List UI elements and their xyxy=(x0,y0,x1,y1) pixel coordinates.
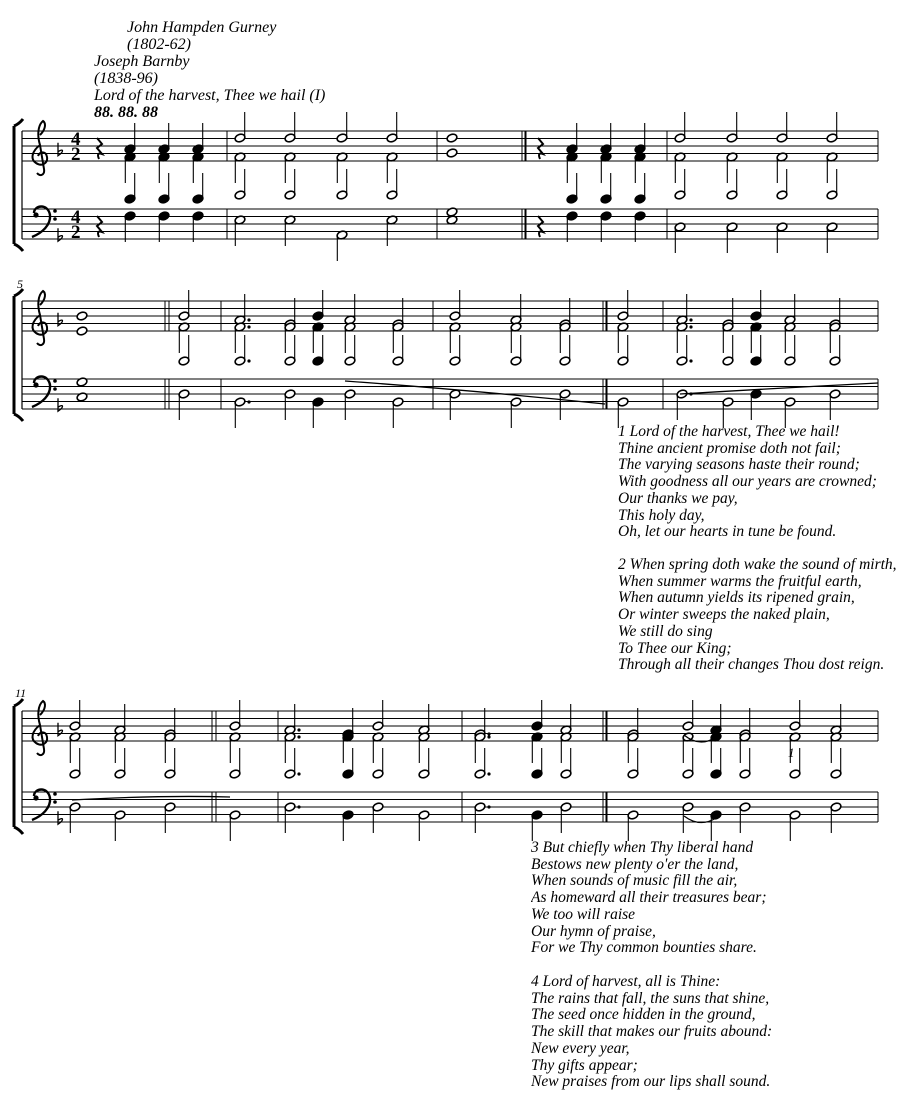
composer-dates: (1838-96) xyxy=(94,70,158,87)
verse-3 xyxy=(531,840,900,957)
verse-line: Bestows new plenty o'er the land, xyxy=(531,855,739,873)
verse-line: 1 Lord of the harvest, Thee we hail! xyxy=(618,424,840,440)
verse-line: To Thee our King; xyxy=(618,639,732,657)
treble-clef xyxy=(33,701,48,755)
fingering-mark: 1 xyxy=(788,745,795,760)
verse-line: 3 But chiefly when Thy liberal hand xyxy=(531,840,754,856)
verse-line: Thy gifts appear; xyxy=(531,1056,638,1074)
tune-title: Lord of the harvest, Thee we hail (I) xyxy=(94,87,326,104)
treble-clef xyxy=(33,121,48,175)
time-signature-top: 4 xyxy=(71,207,81,228)
verse-line: New praises from our lips shall sound. xyxy=(531,1073,771,1091)
verse-line: When sounds of music fill the air, xyxy=(531,872,738,890)
dot xyxy=(487,805,490,808)
dot xyxy=(689,359,692,362)
dot xyxy=(487,735,490,738)
verse-line: The seed once hidden in the ground, xyxy=(531,1006,756,1024)
notehead xyxy=(446,148,458,158)
verse-2 xyxy=(618,557,900,674)
meter: 88. 88. 88 xyxy=(94,104,158,121)
dot xyxy=(247,325,250,328)
verse-line: Our thanks we pay, xyxy=(618,489,738,507)
quarter-rest xyxy=(97,216,102,237)
notehead xyxy=(76,377,88,387)
verse-line: As homeward all their treasures bear; xyxy=(531,889,767,907)
verse-line: For we Thy common bounties share. xyxy=(531,939,757,957)
verse-line: When autumn yields its ripened grain, xyxy=(618,589,855,607)
treble-clef xyxy=(33,291,48,345)
verse-line: The rains that fall, the suns that shine, xyxy=(531,989,770,1007)
verse-line: We too will raise xyxy=(531,905,636,923)
author-dates: (1802-62) xyxy=(127,36,191,53)
verse-line: This holy day, xyxy=(618,506,705,524)
verse-4 xyxy=(531,974,900,1091)
measure-number-11: 11 xyxy=(15,686,27,700)
notehead xyxy=(446,133,458,143)
dot xyxy=(297,728,300,731)
time-signature-bottom: 2 xyxy=(71,222,81,243)
verse-line: Oh, let our hearts in tune be found. xyxy=(618,523,837,541)
author-name: John Hampden Gurney xyxy=(127,19,277,36)
dot xyxy=(247,318,250,321)
dot xyxy=(297,805,300,808)
verse-line: The varying seasons haste their round; xyxy=(618,456,860,474)
verse-line: The skill that makes our fruits abound: xyxy=(531,1023,773,1041)
time-signature-top: 4 xyxy=(71,129,81,150)
dot xyxy=(247,359,250,362)
quarter-rest xyxy=(538,216,543,237)
verse-line: Thine ancient promise doth not fail; xyxy=(618,439,841,457)
verse-line: Through all their changes Thou dost reign. xyxy=(618,656,885,674)
bass-clef xyxy=(32,377,57,408)
time-signature-bottom: 2 xyxy=(71,144,81,165)
verse-1 xyxy=(618,424,900,541)
bass-clef xyxy=(32,207,57,238)
dot xyxy=(297,772,300,775)
dot xyxy=(689,325,692,328)
notehead xyxy=(76,326,88,336)
verse-line: With goodness all our years are crowned; xyxy=(618,473,877,491)
tie xyxy=(680,383,878,394)
dot xyxy=(487,732,490,735)
verse-line: Our hymn of praise, xyxy=(531,922,656,940)
verse-line: 4 Lord of harvest, all is Thine: xyxy=(531,974,721,990)
verse-line: New every year, xyxy=(531,1039,630,1057)
dot xyxy=(247,400,250,403)
dot xyxy=(689,318,692,321)
dot xyxy=(297,735,300,738)
quarter-rest xyxy=(97,138,102,159)
measure-number-5: 5 xyxy=(17,277,23,291)
verse-line: When summer warms the fruitful earth, xyxy=(618,572,862,590)
notehead xyxy=(76,311,88,321)
bass-clef xyxy=(32,790,57,821)
quarter-rest xyxy=(538,138,543,159)
verse-line: Or winter sweeps the naked plain, xyxy=(618,606,830,624)
verse-line: 2 When spring doth wake the sound of mirth, xyxy=(618,557,897,573)
notehead xyxy=(76,392,88,402)
verse-line: We still do sing xyxy=(618,622,713,640)
dot xyxy=(487,772,490,775)
composer-name: Joseph Barnby xyxy=(94,53,190,70)
